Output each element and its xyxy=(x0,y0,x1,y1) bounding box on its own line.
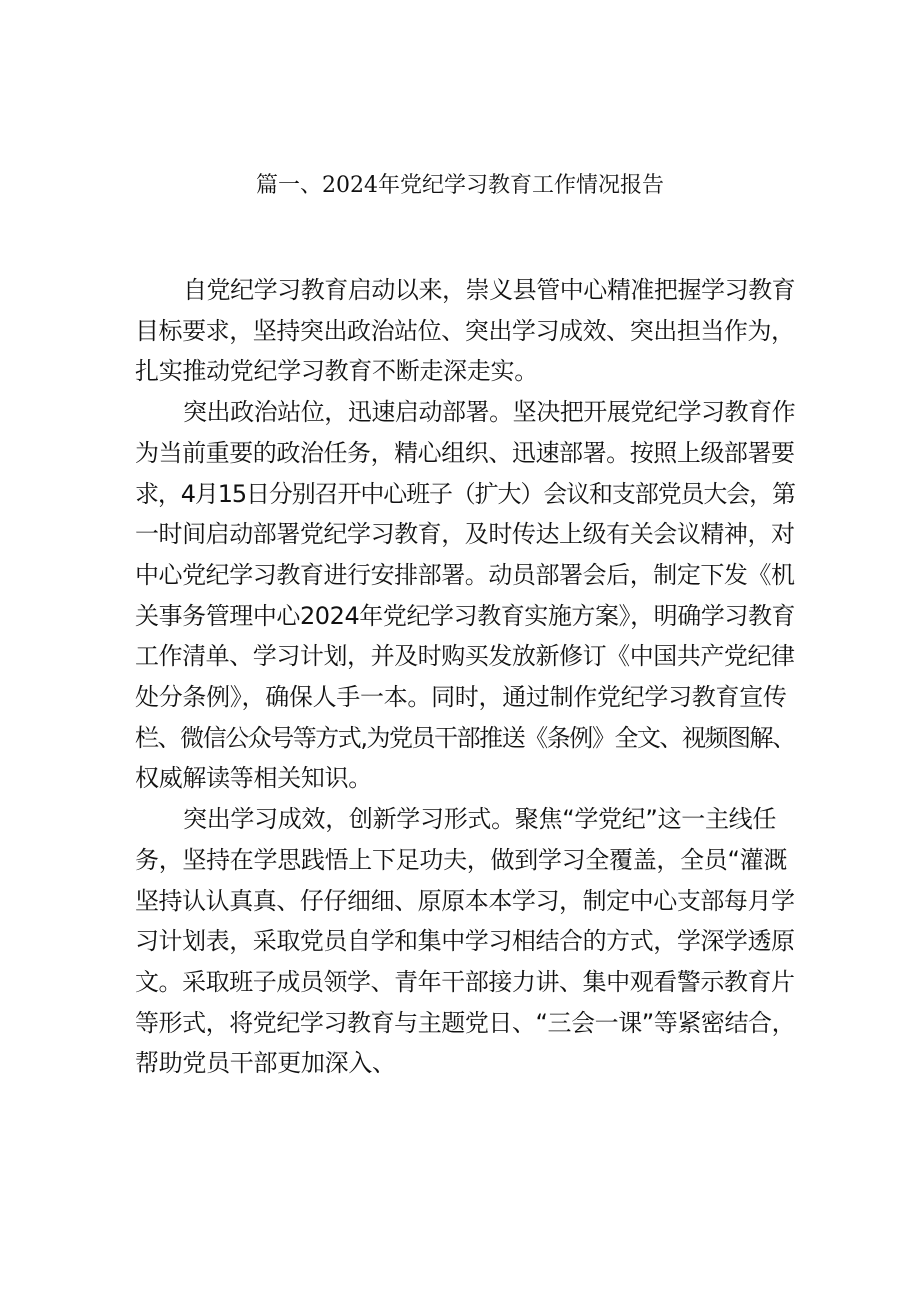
text-line: 突出政治站位，迅速启动部署。坚决把开展党纪学习教育作 xyxy=(183,398,796,427)
text-line: 关事务管理中心2024年党纪学习教育实施方案》，明确学习教育 xyxy=(135,601,796,630)
paragraph-political-stance xyxy=(135,392,795,799)
document-title: 篇一、2024年党纪学习教育工作情况报告 xyxy=(256,173,664,198)
text-line: 自党纪学习教育启动以来，崇义县管中心精准把握学习教育 xyxy=(183,276,796,304)
text-line: 一时间启动部署党纪学习教育，及时传达上级有关会议精神，对 xyxy=(135,520,795,549)
text-line: 文。采取班子成员领学、青年干部接力讲、集中观看警示教育片 xyxy=(135,967,795,996)
paragraph-learning-results xyxy=(135,799,795,1084)
text-line: 目标要求，坚持突出政治站位、突出学习成效、突出担当作为， xyxy=(135,316,795,345)
text-line: 处分条例》，确保人手一本。同时，通过制作党纪学习教育宣传 xyxy=(135,683,787,712)
text-line: 求，4月15日分别召开中心班子（扩大）会议和支部党员大会，第 xyxy=(135,479,795,508)
text-line: 中心党纪学习教育进行安排部署。动员部署会后，制定下发《机 xyxy=(135,560,795,589)
text-line: 为当前重要的政治任务，精心组织、迅速部署。按照上级部署要 xyxy=(135,438,795,467)
text-line: 务，坚持在学思践悟上下足功夫，做到学习全覆盖，全员“灌溉 xyxy=(135,845,788,874)
document-body xyxy=(135,270,795,1084)
text-line: 突出学习成效，创新学习形式。聚焦“学党纪”这一主线任 xyxy=(183,805,777,834)
text-line: 扎实推动党纪学习教育不断走深走实。 xyxy=(135,357,538,386)
paragraph-intro xyxy=(135,270,795,392)
text-line: 坚持认认真真、仔仔细细、原原本本学习，制定中心支部每月学 xyxy=(135,886,795,915)
text-line: 栏、微信公众号等方式,为党员干部推送《条例》全文、视频图解、 xyxy=(135,723,795,752)
text-line: 习计划表，采取党员自学和集中学习相结合的方式，学深学透原 xyxy=(135,927,795,956)
text-line: 帮助党员干部更加深入、 xyxy=(135,1049,396,1078)
text-line: 工作清单、学习计划，并及时购买发放新修订《中国共产党纪律 xyxy=(135,642,795,671)
text-line: 权威解读等相关知识。 xyxy=(135,764,372,793)
text-line: 等形式，将党纪学习教育与主题党日、“三会一课”等紧密结合， xyxy=(135,1008,796,1037)
